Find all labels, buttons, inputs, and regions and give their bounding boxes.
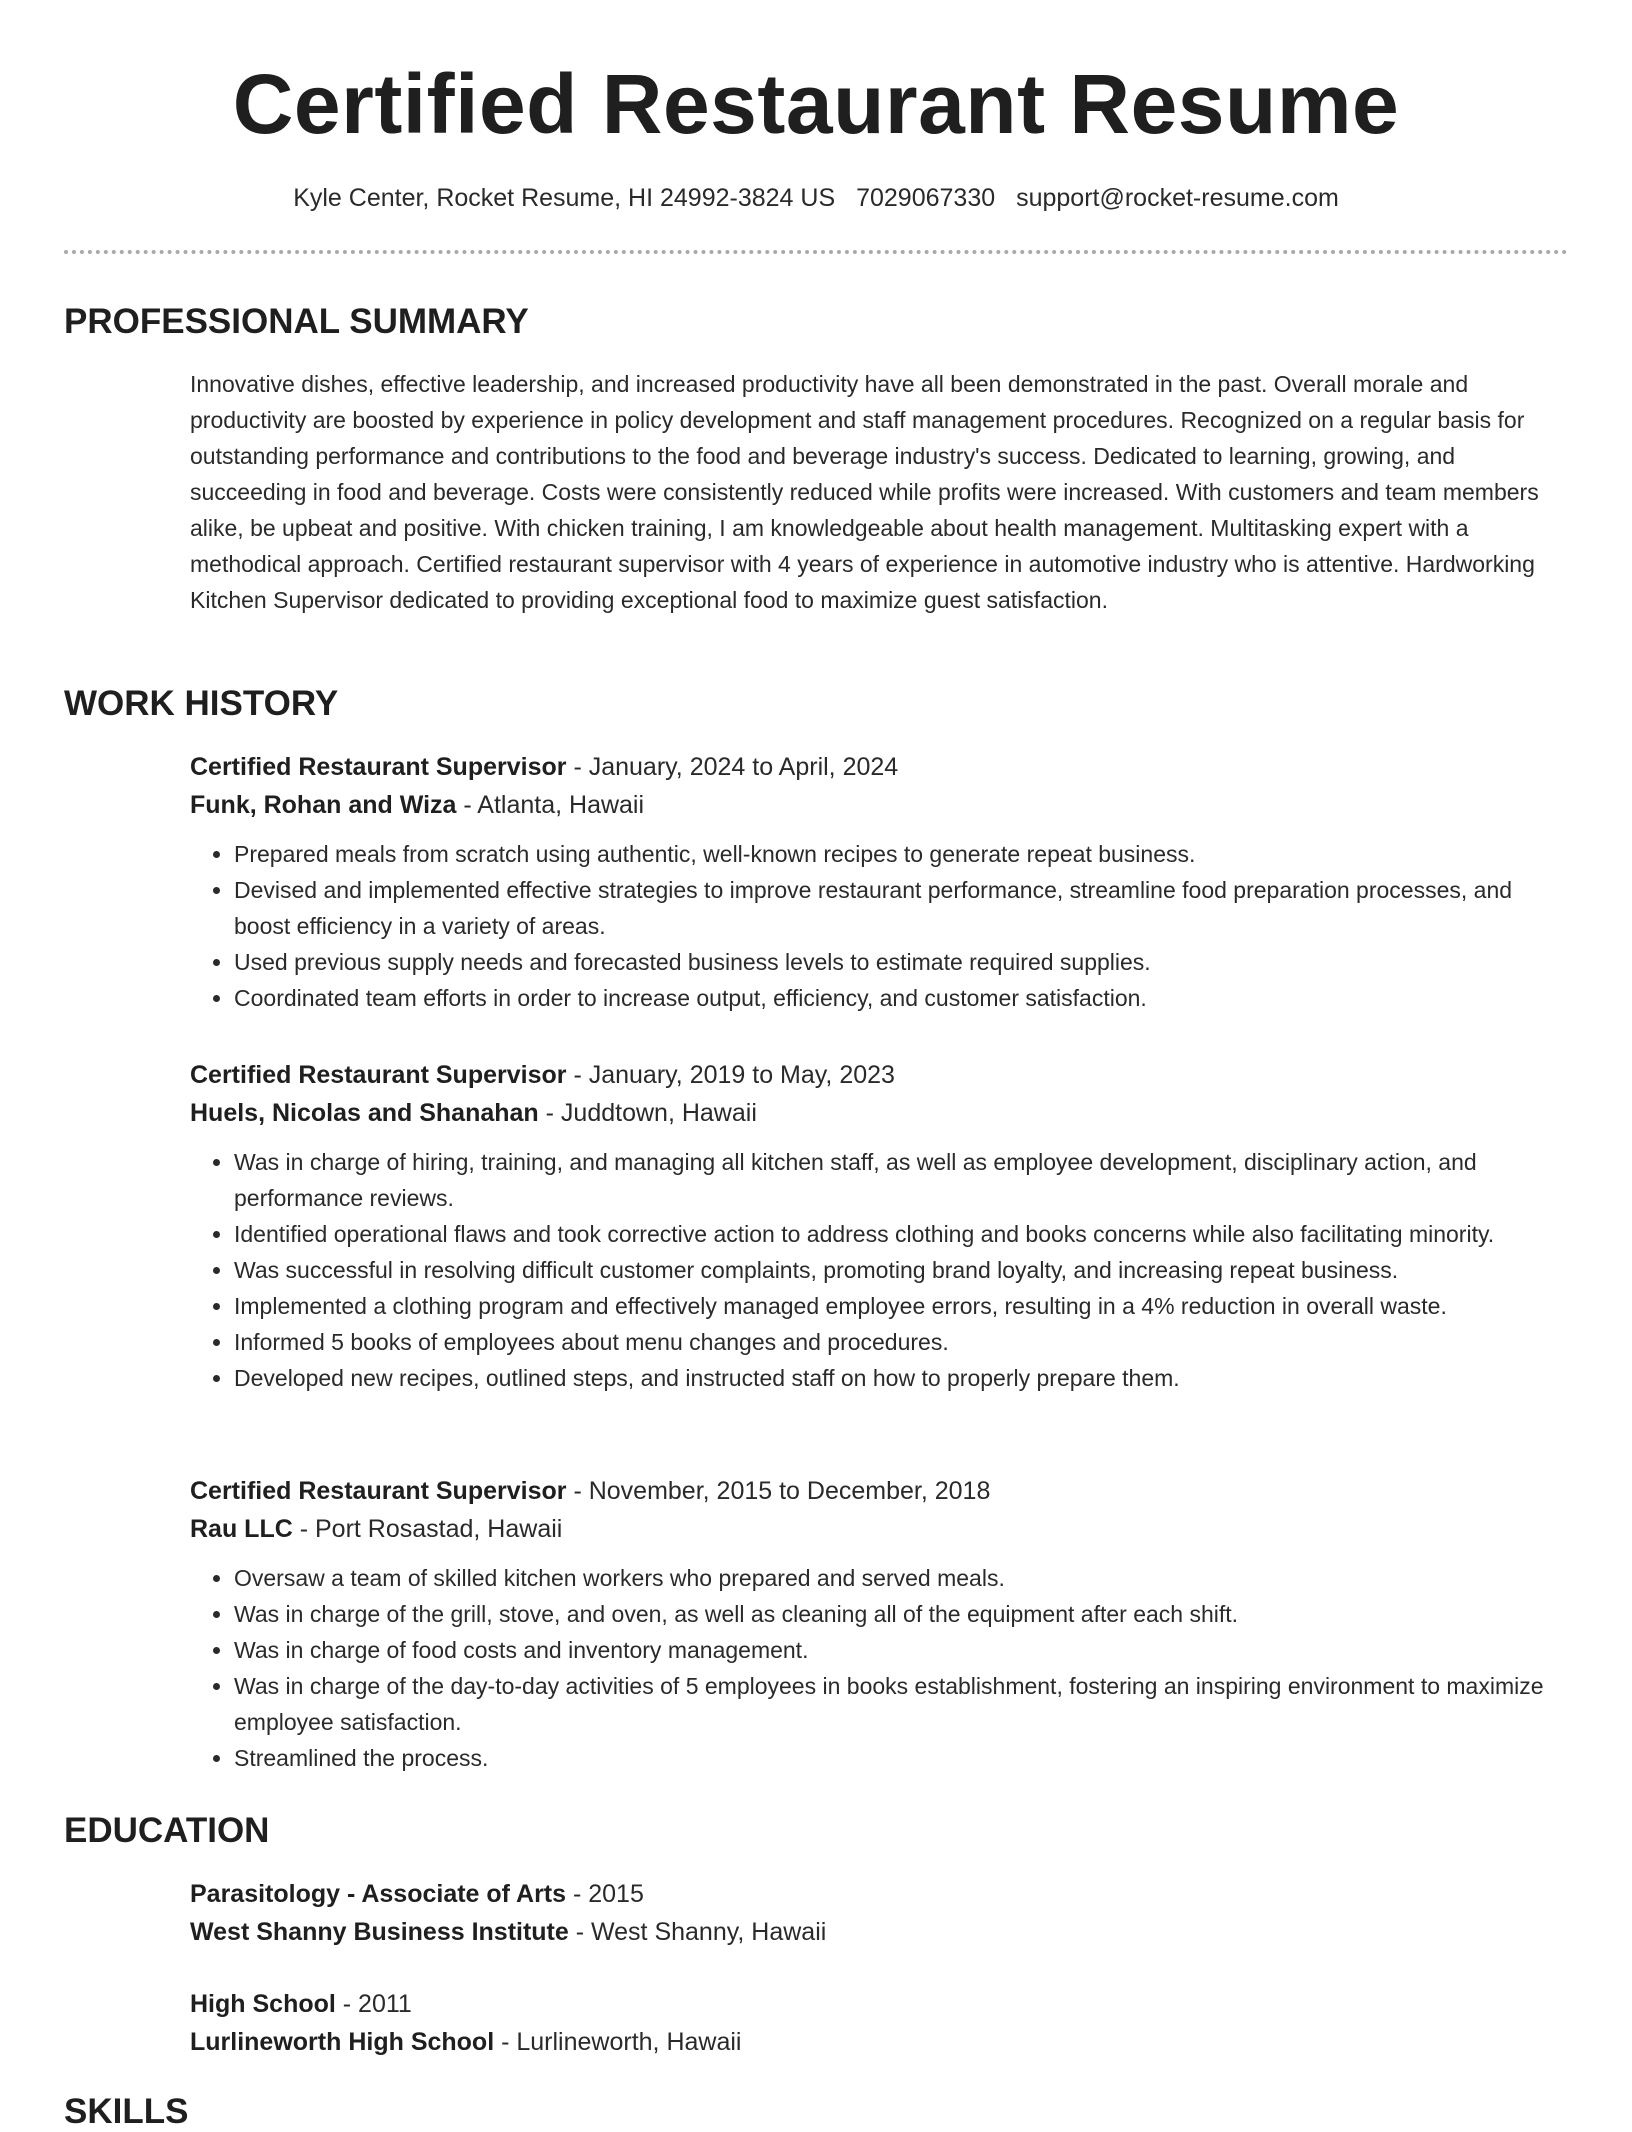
job-location: - Port Rosastad, Hawaii	[292, 1515, 563, 1543]
job-location: - Atlanta, Hawaii	[456, 791, 645, 819]
job-bullet: • Devised and implemented effective strategies to improve restaurant performance, streamline food preparation processes, and boost efficiency in a variety of areas.	[234, 872, 1570, 944]
education-entry	[190, 1875, 1570, 1951]
summary-text: Innovative dishes, effective leadership, and increased productivity have all been demonstrated in the past. Overall morale and productivity are boosted by experience in policy development and staff management procedures. Recognized on a regular basis for outstanding performance and contributions to the food and beverage industry's success. Dedicated to learning, growing, and succeeding in food and beverage. Costs were consistently reduced while profits were increased. With customers and team members alike, be upbeat and positive. With chicken training, I am knowledgeable about health management. Multitasking expert with a methodical approach. Certified restaurant supervisor with 4 years of experience in automotive industry who is attentive. Hardworking Kitchen Supervisor dedicated to providing exceptional food to maximize guest satisfaction.	[190, 371, 1539, 613]
job-bullet: • Was successful in resolving difficult customer complaints, promoting brand loyalty, and increasing repeat business.	[234, 1252, 1570, 1288]
header-divider	[64, 250, 1568, 254]
job-title: Certified Restaurant Supervisor	[190, 753, 567, 781]
education-degree: Parasitology - Associate of Arts	[190, 1880, 567, 1908]
education-school: Lurlineworth High School	[190, 2028, 495, 2056]
work-history-heading: WORK HISTORY	[64, 684, 339, 723]
job-entry	[190, 748, 1570, 1016]
education-degree-line	[190, 1875, 1570, 1913]
job-company-line	[190, 1094, 1570, 1132]
job-company: Huels, Nicolas and Shanahan	[190, 1099, 539, 1127]
job-bullet: • Oversaw a team of skilled kitchen workers who prepared and served meals.	[234, 1560, 1570, 1596]
job-bullet: • Was in charge of the day-to-day activities of 5 employees in books establishment, fostering an inspiring environment to maximize employee satisfaction.	[234, 1668, 1570, 1740]
contact-phone: 7029067330	[856, 184, 996, 212]
contact-address: Kyle Center, Rocket Resume, HI 24992-3824 US	[293, 184, 836, 212]
job-bullet: • Coordinated team efforts in order to increase output, efficiency, and customer satisfaction.	[234, 980, 1570, 1016]
job-location: - Juddtown, Hawaii	[538, 1099, 757, 1127]
education-entry	[190, 1985, 1570, 2061]
job-bullet: • Informed 5 books of employees about menu changes and procedures.	[234, 1324, 1570, 1360]
job-bullet: • Streamlined the process.	[234, 1740, 1570, 1776]
education-heading: EDUCATION	[64, 1811, 270, 1850]
education-school-line	[190, 2023, 1570, 2061]
job-entry	[190, 1056, 1570, 1396]
job-bullet: • Was in charge of food costs and inventory management.	[234, 1632, 1570, 1668]
education-school-line	[190, 1913, 1570, 1951]
job-dates: - November, 2015 to December, 2018	[566, 1477, 991, 1505]
job-bullets	[190, 1560, 1570, 1776]
job-title-line	[190, 1472, 1570, 1510]
contact-email: support@rocket-resume.com	[1016, 184, 1339, 212]
job-bullets	[190, 836, 1570, 1016]
job-company: Funk, Rohan and Wiza	[190, 791, 457, 819]
job-bullets	[190, 1144, 1570, 1396]
job-company: Rau LLC	[190, 1515, 293, 1543]
job-bullet: • Used previous supply needs and forecasted business levels to estimate required supplies.	[234, 944, 1570, 980]
education-school: West Shanny Business Institute	[190, 1918, 569, 1946]
skills-heading: SKILLS	[64, 2092, 189, 2131]
resume-title: Certified Restaurant Resume	[232, 57, 1400, 151]
job-bullet: • Implemented a clothing program and effectively managed employee errors, resulting in a 4% reduction in overall waste.	[234, 1288, 1570, 1324]
summary-heading: PROFESSIONAL SUMMARY	[64, 302, 529, 341]
job-bullet: • Identified operational flaws and took corrective action to address clothing and books concerns while also facilitating minority.	[234, 1216, 1570, 1252]
education-degree: High School	[190, 1990, 336, 2018]
education-year: - 2011	[335, 1990, 412, 2018]
job-title: Certified Restaurant Supervisor	[190, 1061, 567, 1089]
job-title-line	[190, 1056, 1570, 1094]
education-location: - West Shanny, Hawaii	[568, 1918, 827, 1946]
job-dates: - January, 2019 to May, 2023	[566, 1061, 895, 1089]
education-location: - Lurlineworth, Hawaii	[494, 2028, 742, 2056]
job-company-line	[190, 786, 1570, 824]
job-dates: - January, 2024 to April, 2024	[566, 753, 899, 781]
job-bullet: • Was in charge of hiring, training, and managing all kitchen staff, as well as employee development, disciplinary action, and performance reviews.	[234, 1144, 1570, 1216]
education-year: - 2015	[566, 1880, 644, 1908]
job-title-line	[190, 748, 1570, 786]
education-degree-line	[190, 1985, 1570, 2023]
job-company-line	[190, 1510, 1570, 1548]
job-title: Certified Restaurant Supervisor	[190, 1477, 567, 1505]
job-bullet: • Prepared meals from scratch using authentic, well-known recipes to generate repeat business.	[234, 836, 1570, 872]
job-entry	[190, 1472, 1570, 1776]
contact-line	[0, 182, 1632, 214]
job-bullet: • Developed new recipes, outlined steps, and instructed staff on how to properly prepare them.	[234, 1360, 1570, 1396]
job-bullet: • Was in charge of the grill, stove, and oven, as well as cleaning all of the equipment after each shift.	[234, 1596, 1570, 1632]
